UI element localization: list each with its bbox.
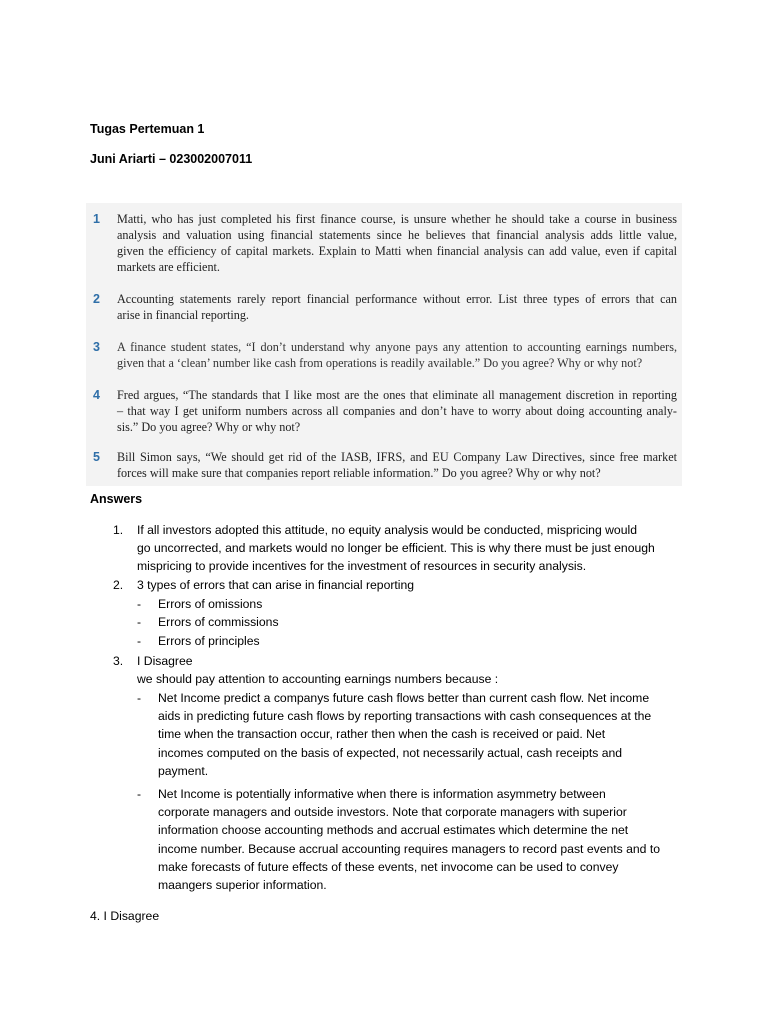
answer-line: go uncorrected, and markets would no longer be efficient. This is why there must be just enough <box>137 541 655 556</box>
question-line: – that way I get uniform numbers across all companies and don’t have to worry about doing accounting analy- <box>117 404 677 418</box>
answer-number: 1. <box>113 523 124 537</box>
answer-number: 2. <box>113 578 124 592</box>
question-text <box>117 339 677 371</box>
question-number: 4 <box>93 388 100 402</box>
question-line: arise in financial reporting. <box>117 308 249 322</box>
question-number: 1 <box>93 212 100 226</box>
question-text <box>117 449 677 481</box>
answer-line: mispricing to provide incentives for the investment of resources in security analysis. <box>137 559 587 574</box>
question-line: A finance student states, “I don’t understand why anyone pays any attention to accounting earnings numbers, <box>117 340 677 354</box>
answer-4: 4. I Disagree <box>90 909 160 923</box>
list-dash: - <box>137 691 142 705</box>
answer-line: information choose accounting methods and accrual estimates which determine the net <box>158 823 629 838</box>
answer-line: maangers superior information. <box>158 878 327 893</box>
list-dash: - <box>137 615 142 629</box>
list-item <box>158 689 683 780</box>
document-title: Tugas Pertemuan 1 <box>90 122 205 136</box>
answer-lead: we should pay attention to accounting earnings numbers because : <box>137 672 499 686</box>
list-dash: - <box>137 634 142 648</box>
author-line: Juni Ariarti – 023002007011 <box>90 152 253 166</box>
question-text <box>117 387 677 435</box>
answer-line: Net Income predict a companys future cash flows better than current cash flow. Net income <box>158 691 650 705</box>
question-line: Matti, who has just completed his first finance course, is unsure whether he should take a course in business <box>117 212 677 226</box>
list-item: Errors of commissions <box>158 615 279 629</box>
answer-line: corporate managers and outside investors. Note that corporate managers with superior <box>158 805 627 820</box>
question-number: 3 <box>93 340 100 354</box>
question-line: markets are efficient. <box>117 260 220 274</box>
question-line: Accounting statements rarely report financial performance without error. List three types of errors that can <box>117 292 677 306</box>
question-line: forces will make sure that companies report reliable information.” Do you agree? Why or why not? <box>117 466 601 480</box>
list-item: Errors of omissions <box>158 597 263 611</box>
list-dash: - <box>137 787 142 801</box>
list-dash: - <box>137 597 142 611</box>
answer-line: If all investors adopted this attitude, no equity analysis would be conducted, mispricing would <box>137 523 637 537</box>
question-line: Bill Simon says, “We should get rid of the IASB, IFRS, and EU Company Law Directives, since free market <box>117 450 677 464</box>
question-text <box>117 291 677 323</box>
answer-line: income number. Because accrual accounting requires managers to record past events and to <box>158 841 661 856</box>
answer-line: aids in predicting future cash flows by reporting transactions with cash consequences at the <box>158 709 652 724</box>
answer-intro: I Disagree <box>137 654 193 668</box>
question-line: given that a ‘clean’ number like cash from operations is readily available.” Do you agree? Why or why not? <box>117 356 643 370</box>
answer-line: payment. <box>158 763 209 778</box>
question-number: 5 <box>93 450 100 464</box>
answer-line: make forecasts of future effects of these events, net invocome can be used to convey <box>158 859 619 874</box>
list-item <box>158 785 683 894</box>
answer-line: Net Income is potentially informative when there is information asymmetry between <box>158 787 606 801</box>
answer-text <box>137 521 682 576</box>
question-line: analysis and valuation using financial statements since he believes that financial analysis adds little value, <box>117 228 677 242</box>
answer-line: incomes computed on the basis of expected, not necessarily actual, cash receipts and <box>158 745 623 760</box>
answers-heading: Answers <box>90 492 143 506</box>
questions-scan-image <box>86 203 682 486</box>
question-line: given the efficiency of capital markets. Explain to Matti when financial analysis can add value, even if capital <box>117 244 677 258</box>
question-text <box>117 211 677 275</box>
answer-intro: 3 types of errors that can arise in financial reporting <box>137 578 415 592</box>
answer-line: time when the transaction occur, rather then when the cash is received or paid. Net <box>158 727 606 742</box>
question-number: 2 <box>93 292 100 306</box>
list-item: Errors of principles <box>158 634 260 648</box>
question-line: sis.” Do you agree? Why or why not? <box>117 420 301 434</box>
answer-number: 3. <box>113 654 124 668</box>
question-line: Fred argues, “The standards that I like most are the ones that eliminate all management discretion in reporting <box>117 388 677 402</box>
